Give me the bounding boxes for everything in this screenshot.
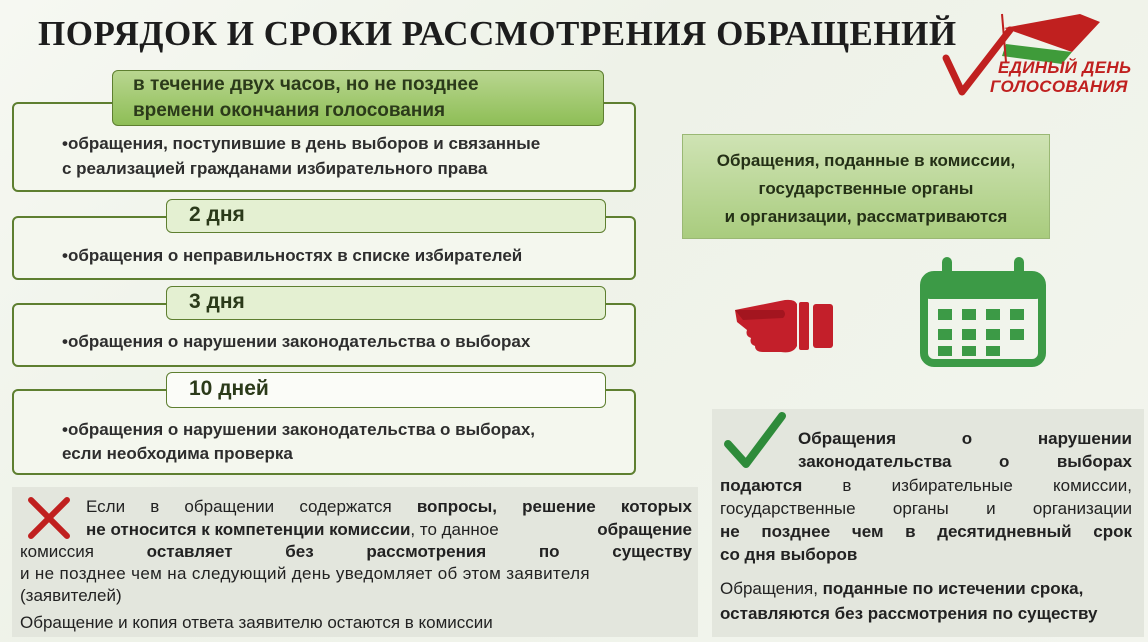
deadline-line6: со дня выборов: [720, 545, 858, 564]
term-header-2-hours: [112, 70, 604, 126]
cross-icon: [25, 496, 73, 540]
term-text-2-hours-line2: с реализацией гражданами избирательного права: [62, 159, 488, 178]
term-text-3-days: •обращения о нарушении законодательства о выборах: [62, 332, 531, 351]
term-header-2-days: 2 дня: [166, 199, 606, 233]
pointing-hand-icon: [733, 290, 837, 360]
info-line2: государственные органы: [758, 179, 974, 198]
deadline-line5: не позднее чем в десятидневный срок: [720, 522, 1132, 541]
deadline-line4: государственные органы и организации: [720, 499, 1132, 518]
rejection-line5: (заявителей): [20, 586, 122, 605]
term-header-line2: времени окончания голосования: [133, 100, 446, 121]
deadline-line2: законодательства о выборах: [798, 452, 1132, 471]
rejection-line6: Обращение и копия ответа заявителю остаются в комиссии: [20, 613, 493, 632]
rejection-line1: Если в обращении содержатся вопросы, решение которых: [86, 497, 692, 516]
review-info-box: [682, 134, 1050, 239]
term-header-10-days: 10 дней: [166, 372, 606, 408]
deadline-line7: Обращения, поданные по истечении срока,: [720, 579, 1084, 598]
logo-text-line2: ГОЛОСОВАНИЯ: [990, 77, 1128, 96]
term-header-line1: в течение двух часов, но не позднее: [133, 74, 479, 95]
info-line1: Обращения, поданные в комиссии,: [716, 151, 1016, 170]
deadline-line1: Обращения о нарушении: [798, 429, 1132, 448]
deadline-line8: оставляются без рассмотрения по существу: [720, 604, 1098, 623]
checkmark-icon: [722, 410, 788, 472]
deadline-line3: подаются в избирательные комиссии,: [720, 476, 1132, 495]
calendar-icon: [918, 255, 1048, 367]
info-line3: и организации, рассматриваются: [724, 207, 1008, 226]
rejection-line3: комиссия оставляет без рассмотрения по существу: [20, 542, 692, 561]
page-title: ПОРЯДОК И СРОКИ РАССМОТРЕНИЯ ОБРАЩЕНИЙ: [38, 14, 957, 53]
term-header-3-days: 3 дня: [166, 286, 606, 320]
term-text-2-hours-line1: •обращения, поступившие в день выборов и связанные: [62, 134, 541, 153]
logo-text-line1: ЕДИНЫЙ ДЕНЬ: [998, 58, 1132, 77]
term-text-10-days-line2: если необходима проверка: [62, 444, 293, 463]
rejection-line2: не относится к компетенции комиссии, то данное обращение: [86, 520, 692, 539]
rejection-line4: и не позднее чем на следующий день уведомляет об этом заявителя: [20, 564, 590, 583]
term-text-2-days: •обращения о неправильностях в списке избирателей: [62, 246, 523, 265]
term-text-10-days-line1: •обращения о нарушении законодательства о выборах,: [62, 420, 536, 439]
